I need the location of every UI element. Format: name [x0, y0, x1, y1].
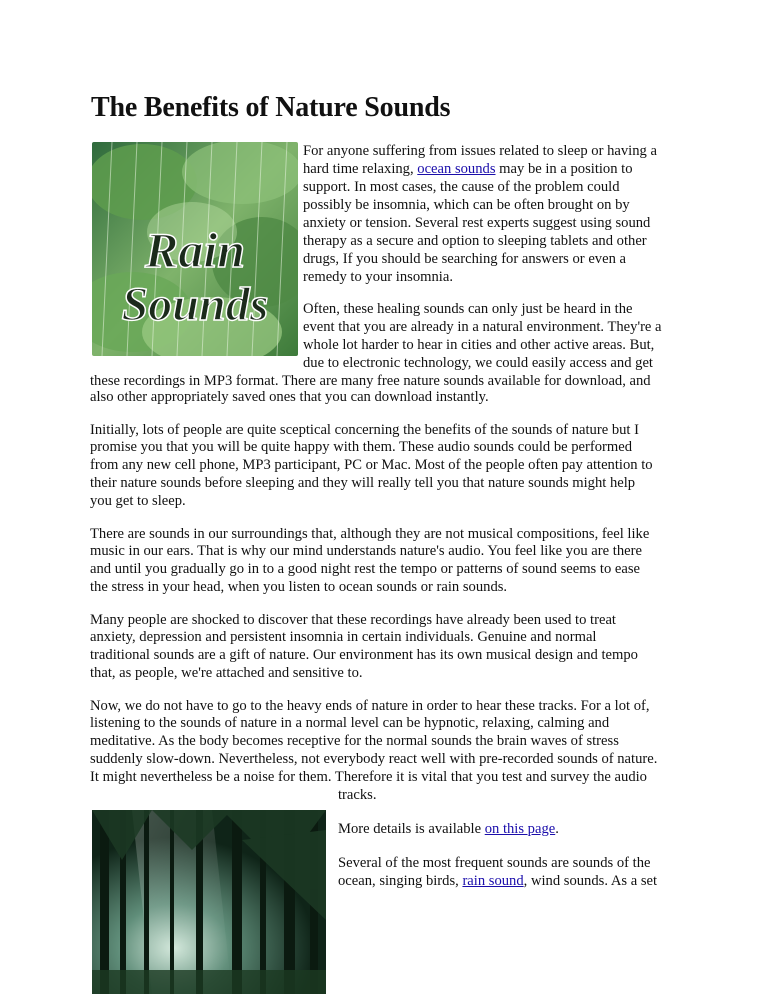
text-line: support. In most cases, the cause of the problem could: [303, 179, 620, 195]
text-line: their nature sounds before sleeping and they will really tell you that nature sounds might help: [90, 475, 636, 491]
text-line: also other appropriately saved ones that you can download instantly.: [90, 389, 489, 405]
text-line: you get to sleep.: [90, 493, 186, 509]
text-line: tracks.: [338, 787, 377, 803]
text-line: Many people are shocked to discover that these recordings have already been used to treat: [90, 612, 616, 628]
rain-sounds-image: [92, 142, 298, 356]
text-line: these recordings in MP3 format. There are many free nature sounds available for download, and: [90, 373, 651, 389]
text-line: event that you are already in a natural environment. They're a: [303, 319, 662, 335]
text-line: It might nevertheless be a noise for them. Therefore it is vital that you test and survey the audio: [90, 769, 647, 785]
text-line: For anyone suffering from issues related to sleep or having a: [303, 143, 657, 159]
text-line: listening to the sounds of nature in a normal level can be hypnotic, relaxing, calming and: [90, 715, 610, 731]
text-line: drugs, If you should be searching for answers or even a: [303, 251, 626, 267]
text-line: anxiety or tension. Several rest experts suggest using sound: [303, 215, 651, 231]
on-this-page-link[interactable]: on this page: [484, 821, 556, 837]
page-title: The Benefits of Nature Sounds: [91, 92, 451, 123]
rain-sound-link[interactable]: rain sound: [462, 873, 524, 889]
text-line: hard time relaxing, ocean sounds may be in a position to: [303, 161, 633, 177]
text-line: Often, these healing sounds can only just be heard in the: [303, 301, 633, 317]
ocean-sounds-link[interactable]: ocean sounds: [417, 161, 496, 177]
text-line: therapy as a secure and option to sleeping tablets and other: [303, 233, 647, 249]
text-line: the stress in your head, when you listen to ocean sounds or rain sounds.: [90, 579, 508, 595]
text-line: Initially, lots of people are quite sceptical concerning the benefits of the sounds of nature but I: [90, 422, 639, 438]
text-line: Several of the most frequent sounds are sounds of the: [338, 855, 651, 871]
text-line: anxiety, depression and persistent insomnia in certain individuals. Genuine and normal: [90, 629, 597, 645]
forest-image: [92, 810, 326, 994]
text-line: meditative. As the body becomes receptive for the normal sounds the brain waves of stress: [90, 733, 619, 749]
rain-logo-word-2: Sounds: [121, 278, 269, 331]
text-line: that, as people, we're attached and sensitive to.: [90, 665, 363, 681]
text-line: suddenly slow-down. Nevertheless, not everybody react well with pre-recorded sounds of nature.: [90, 751, 658, 767]
text-line: Now, we do not have to go to the heavy ends of nature in order to hear these tracks. For a lot of,: [90, 698, 650, 714]
text-line: from any new cell phone, MP3 participant, PC or Mac. Most of the people often pay attention to: [90, 457, 653, 473]
text-line: There are sounds in our surroundings that, although they are not musical compositions, feel like: [90, 526, 650, 542]
text-line: and until you gradually go in to a good night rest the tempo or patterns of sound seems to ease: [90, 561, 640, 577]
text-line: remedy to your insomnia.: [303, 269, 453, 285]
more-details-paragraph: More details is available on this page.: [338, 821, 559, 837]
text-line: promise you that you will be quite happy with them. These audio sounds could be performed: [90, 439, 633, 455]
text-line: music in our ears. That is why our mind understands nature's audio. You feel like you are there: [90, 543, 642, 559]
text-line: ocean, singing birds, rain sound, wind sounds. As a set: [338, 873, 658, 889]
text-line: possibly be insomnia, which can be often brought on by: [303, 197, 630, 213]
text-line: traditional sounds are a gift of nature. Our environment has its own musical design and tempo: [90, 647, 638, 663]
rain-logo-word-1: Rain: [144, 222, 246, 278]
text-line: whole lot harder to hear in cities and other active areas. But,: [303, 337, 655, 353]
text-line: due to electronic technology, we could easily access and get: [303, 355, 653, 371]
